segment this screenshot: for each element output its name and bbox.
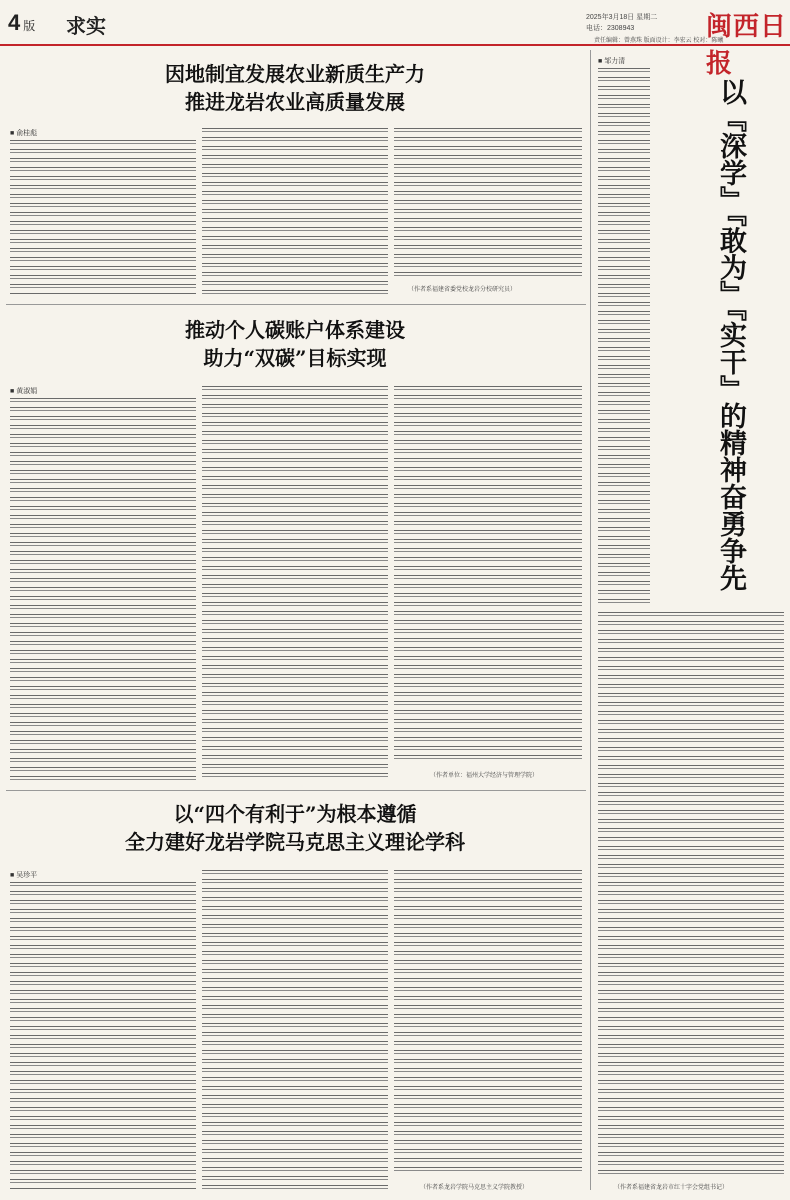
article1-byline: ■ 俞桂彪 xyxy=(10,130,38,137)
article-divider xyxy=(6,304,586,305)
article1-title: 因地制宜发展农业新质生产力 推进龙岩农业高质量发展 xyxy=(165,62,425,114)
article3-column-3 xyxy=(394,870,582,1174)
issue-meta: 2025年3月18日 星期二 电话：2308943 xyxy=(586,14,658,32)
article3-byline: ■ 吴珍平 xyxy=(10,872,38,879)
article2-byline: ■ 黄淑娟 xyxy=(10,388,38,395)
article3-column-1 xyxy=(10,882,196,1190)
article1-footer: （作者系福建省委党校龙岩分校研究员） xyxy=(408,287,517,293)
article2-footer: （作者单位：福州大学经济与管理学院） xyxy=(430,773,539,779)
page-number: 4 版 xyxy=(8,10,36,35)
article-divider xyxy=(6,790,586,791)
newspaper-masthead: 闽西日报 xyxy=(706,12,788,79)
article2-column-3 xyxy=(394,386,582,762)
article4-byline: ■ 邹力清 xyxy=(598,58,626,65)
section-title: 求实 xyxy=(66,16,106,38)
article4-column-left xyxy=(598,68,650,608)
article2-title: 推动个人碳账户体系建设 助力“双碳”目标实现 xyxy=(185,318,405,370)
article1-column-3 xyxy=(394,128,582,278)
article2-column-1 xyxy=(10,398,196,780)
article3-title: 以“四个有利于”为根本遵循 全力建好龙岩学院马克思主义理论学科 xyxy=(125,802,465,854)
article3-footer: （作者系龙岩学院马克思主义学院教授） xyxy=(420,1185,529,1191)
article1-column-2 xyxy=(202,128,388,294)
article3-column-2 xyxy=(202,870,388,1190)
column-divider xyxy=(590,50,591,1190)
article4-title: 以『深学』『敢为』『实干』的精神奋勇争先 xyxy=(715,78,746,591)
article1-column-1 xyxy=(10,140,196,294)
article4-footer: （作者系福建省龙岩市红十字会党组书记） xyxy=(614,1185,729,1191)
article2-column-2 xyxy=(202,386,388,780)
article4-column-body xyxy=(598,612,784,1178)
editor-credits: 责任编辑：曾燕珠 版面设计：李宏云 校对：陈曦 xyxy=(594,38,724,44)
